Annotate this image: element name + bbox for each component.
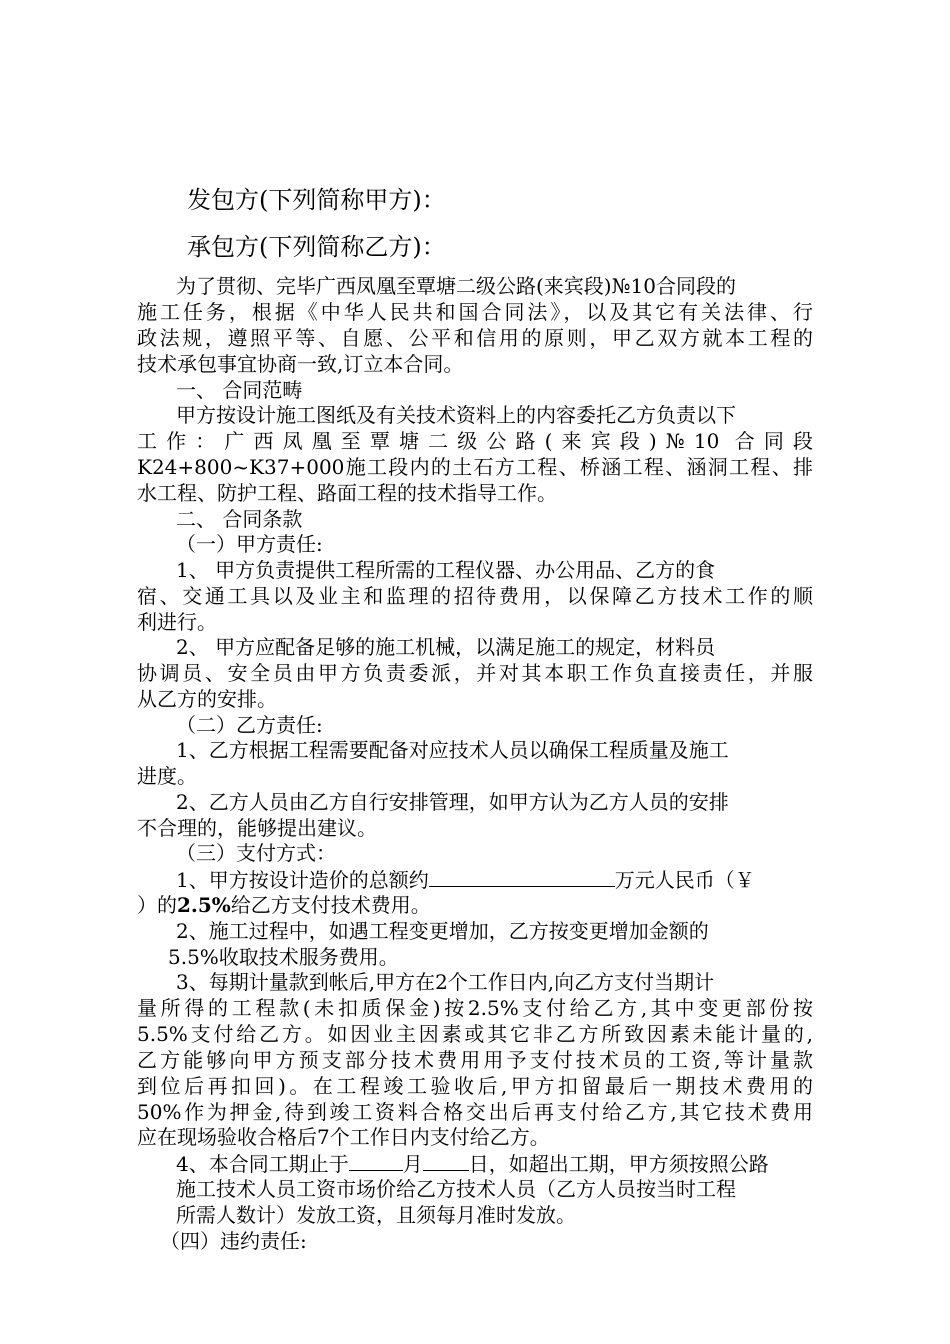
clause-a1-line: 利进行。 xyxy=(137,610,217,634)
section-1-title: 一、 合同范畴 xyxy=(176,378,303,402)
intro-line: 施工任务，根据《中华人民共和国合同法》，以及其它有关法律、行 xyxy=(137,300,813,324)
clause-c4-text: 月 xyxy=(402,1152,423,1176)
clause-a2-line: 从乙方的安排。 xyxy=(137,687,277,711)
amount-blank xyxy=(429,866,615,887)
clause-c3-line: 5.5%支付给乙方。如因业主因素或其它非乙方所致因素未能计量的, xyxy=(137,1022,813,1046)
clause-c3-line: 50%作为押金,待到竣工资料合格交出后再支付给乙方,其它技术费用 xyxy=(137,1100,813,1124)
clause-c1-text: 万元人民币（￥ xyxy=(614,868,755,892)
clause-c3-line: 3、每期计量款到帐后,甲方在2个工作日内,向乙方支付当期计 xyxy=(176,970,715,994)
clause-c3-line: 到位后再扣回)。在工程竣工验收后,甲方扣留最后一期技术费用的 xyxy=(137,1074,813,1098)
clause-b2-line: 不合理的，能够提出建议。 xyxy=(137,816,377,840)
clause-c1-text: ）的 xyxy=(137,893,177,917)
subsection-b-title: （二）乙方责任: xyxy=(176,713,323,737)
clause-c3-line: 应在现场验收合格后7个工作日内支付给乙方。 xyxy=(137,1125,550,1149)
party-b-heading: 承包方(下列简称乙方)： xyxy=(187,233,446,261)
clause-c4-line xyxy=(176,1150,769,1177)
clause-b1-line: 1、乙方根据工程需要配备对应技术人员以确保工程质量及施工 xyxy=(176,738,729,762)
section-1-line: 工作：广西凤凰至覃塘二级公路(来宾段)№10 合同段 xyxy=(137,429,813,453)
clause-a1-line: 1、 甲方负责提供工程所需的工程仪器、办公用品、乙方的食 xyxy=(176,558,716,582)
intro-line: 政法规，遵照平等、自愿、公平和信用的原则，甲乙双方就本工程的 xyxy=(137,326,813,350)
month-blank xyxy=(349,1150,403,1171)
clause-c1-text: 1、甲方按设计造价的总额约 xyxy=(176,868,429,892)
clause-a2-line: 2、 甲方应配备足够的施工机械，以满足施工的规定，材料员 xyxy=(176,635,716,659)
clause-c1-line xyxy=(176,866,755,893)
section-1-line: K24+800~K37+000施工段内的土石方工程、桥涵工程、涵洞工程、排 xyxy=(137,455,813,479)
section-1-line: 甲方按设计施工图纸及有关技术资料上的内容委托乙方负责以下 xyxy=(176,403,736,427)
clause-c3-line: 量所得的工程款(未扣质保金)按2.5%支付给乙方,其中变更部份按 xyxy=(137,996,813,1020)
fee-rate: 2.5% xyxy=(177,893,231,917)
clause-b1-line: 进度。 xyxy=(137,764,197,788)
clause-c2-line: 5.5%收取技术服务费用。 xyxy=(168,945,399,969)
subsection-c-title: （三）支付方式： xyxy=(176,841,336,865)
clause-a1-line: 宿、交通工具以及业主和监理的招待费用，以保障乙方技术工作的顺 xyxy=(137,584,813,608)
section-1-line: 水工程、防护工程、路面工程的技术指导工作。 xyxy=(137,481,557,505)
intro-line: 为了贯彻、完毕广西凤凰至覃塘二级公路(来宾段)№10合同段的 xyxy=(176,274,736,298)
subsection-d-title: （四）违约责任: xyxy=(160,1229,307,1253)
clause-c4-text: 日，如超出工期，甲方须按照公路 xyxy=(468,1152,769,1176)
clause-a2-line: 协调员、安全员由甲方负责委派，并对其本职工作负直接责任，并服 xyxy=(137,661,813,685)
clause-b2-line: 2、乙方人员由乙方自行安排管理，如甲方认为乙方人员的安排 xyxy=(176,790,729,814)
intro-line: 技术承包事宜协商一致,订立本合同。 xyxy=(137,352,464,376)
clause-c2-line: 2、施工过程中，如遇工程变更增加，乙方按变更增加金额的 xyxy=(176,919,709,943)
clause-c3-line: 乙方能够向甲方预支部分技术费用用予支付技术员的工资,等计量款 xyxy=(137,1048,813,1072)
clause-c1-text: 给乙方支付技术费用。 xyxy=(230,893,431,917)
subsection-a-title: （一）甲方责任: xyxy=(176,532,323,556)
party-a-heading: 发包方(下列简称甲方)： xyxy=(187,186,446,214)
day-blank xyxy=(423,1150,469,1171)
section-2-title: 二、 合同条款 xyxy=(176,507,303,531)
clause-c1-line xyxy=(137,892,431,918)
clause-c4-line: 施工技术人员工资市场价给乙方技术人员（乙方人员按当时工程 xyxy=(176,1177,736,1201)
clause-c4-text: 4、本合同工期止于 xyxy=(176,1152,349,1176)
clause-c4-line: 所需人数计）发放工资，且须每月准时发放。 xyxy=(176,1203,576,1227)
